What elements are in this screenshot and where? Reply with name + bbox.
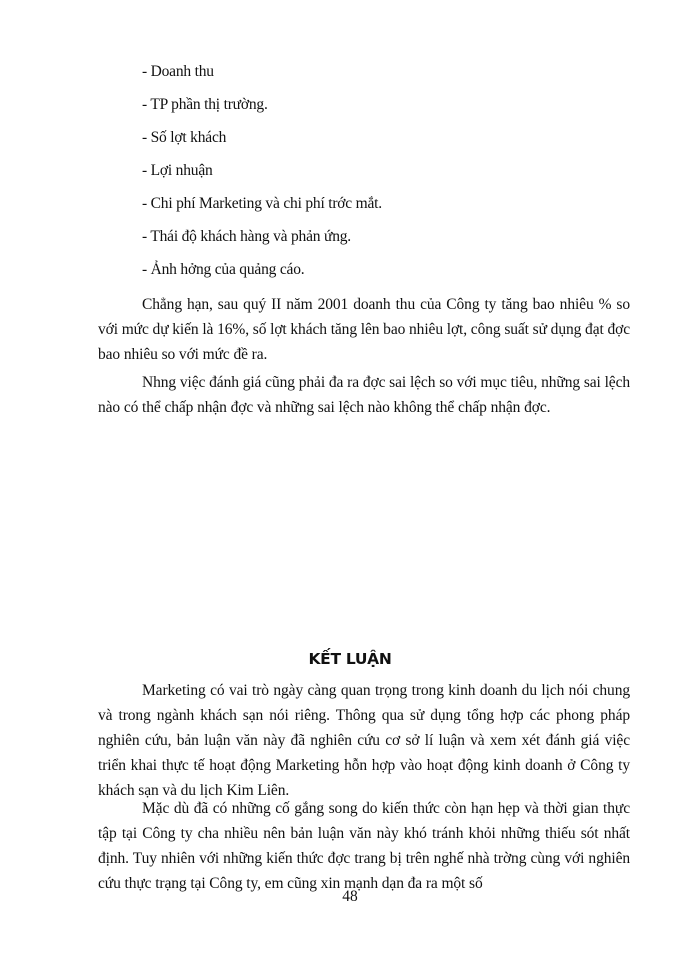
bullet-list — [142, 62, 622, 293]
bullet-item: - Doanh thu — [142, 63, 214, 80]
paragraph: Nhng việc đánh giá cũng phải đa ra đợc sai lệch so với mục tiêu, những sai lệch nào có thể chấp nhận đợc và những sai lệch nào không thể chấp nhận đợc. — [98, 374, 630, 416]
bullet-item: - Thái độ khách hàng và phản ứng. — [142, 228, 351, 245]
paragraph: Mặc dù đã có những cố gắng song do kiến thức còn hạn hẹp và thời gian thực tập tại Công ty cha nhiều nên bản luận văn này khó tránh khỏi những thiếu sót nhất định. Tuy nhiên với những kiến thức đợc trang bị trên nghế nhà trờng cùng với nghiên cứu thực trạng tại Công ty, em cũng xin mạnh dạn đa ra một số — [98, 800, 630, 892]
bullet-item: - Chi phí Marketing và chi phí trớc mắt. — [142, 195, 382, 212]
bullet-item: - Ảnh hởng của quảng cáo. — [142, 261, 305, 278]
paragraph: Chẳng hạn, sau quý II năm 2001 doanh thu của Công ty tăng bao nhiêu % so với mức dự kiến là 16%, số lợt khách tăng lên bao nhiêu lợt, công suất sử dụng đạt đợc bao nhiêu so với mức đề ra. — [98, 296, 630, 363]
page-number: 48 — [342, 888, 358, 905]
bullet-item: - TP phần thị trường. — [142, 96, 268, 113]
paragraph: Marketing có vai trò ngày càng quan trọng trong kinh doanh du lịch nói chung và trong ngành khách sạn nói riêng. Thông qua sử dụng tổng hợp các phong pháp nghiên cứu, bản luận văn này đã nghiên cứu cơ sở lí luận và xem xét đánh giá việc triển khai thực tế hoạt động Marketing hỗn hợp vào hoạt động kinh doanh ở Công ty khách sạn và du lịch Kim Liên. — [98, 682, 630, 799]
bullet-item: - Lợi nhuận — [142, 162, 213, 179]
bullet-item: - Số lợt khách — [142, 129, 227, 146]
section-heading: KẾT LUẬN — [308, 650, 392, 668]
